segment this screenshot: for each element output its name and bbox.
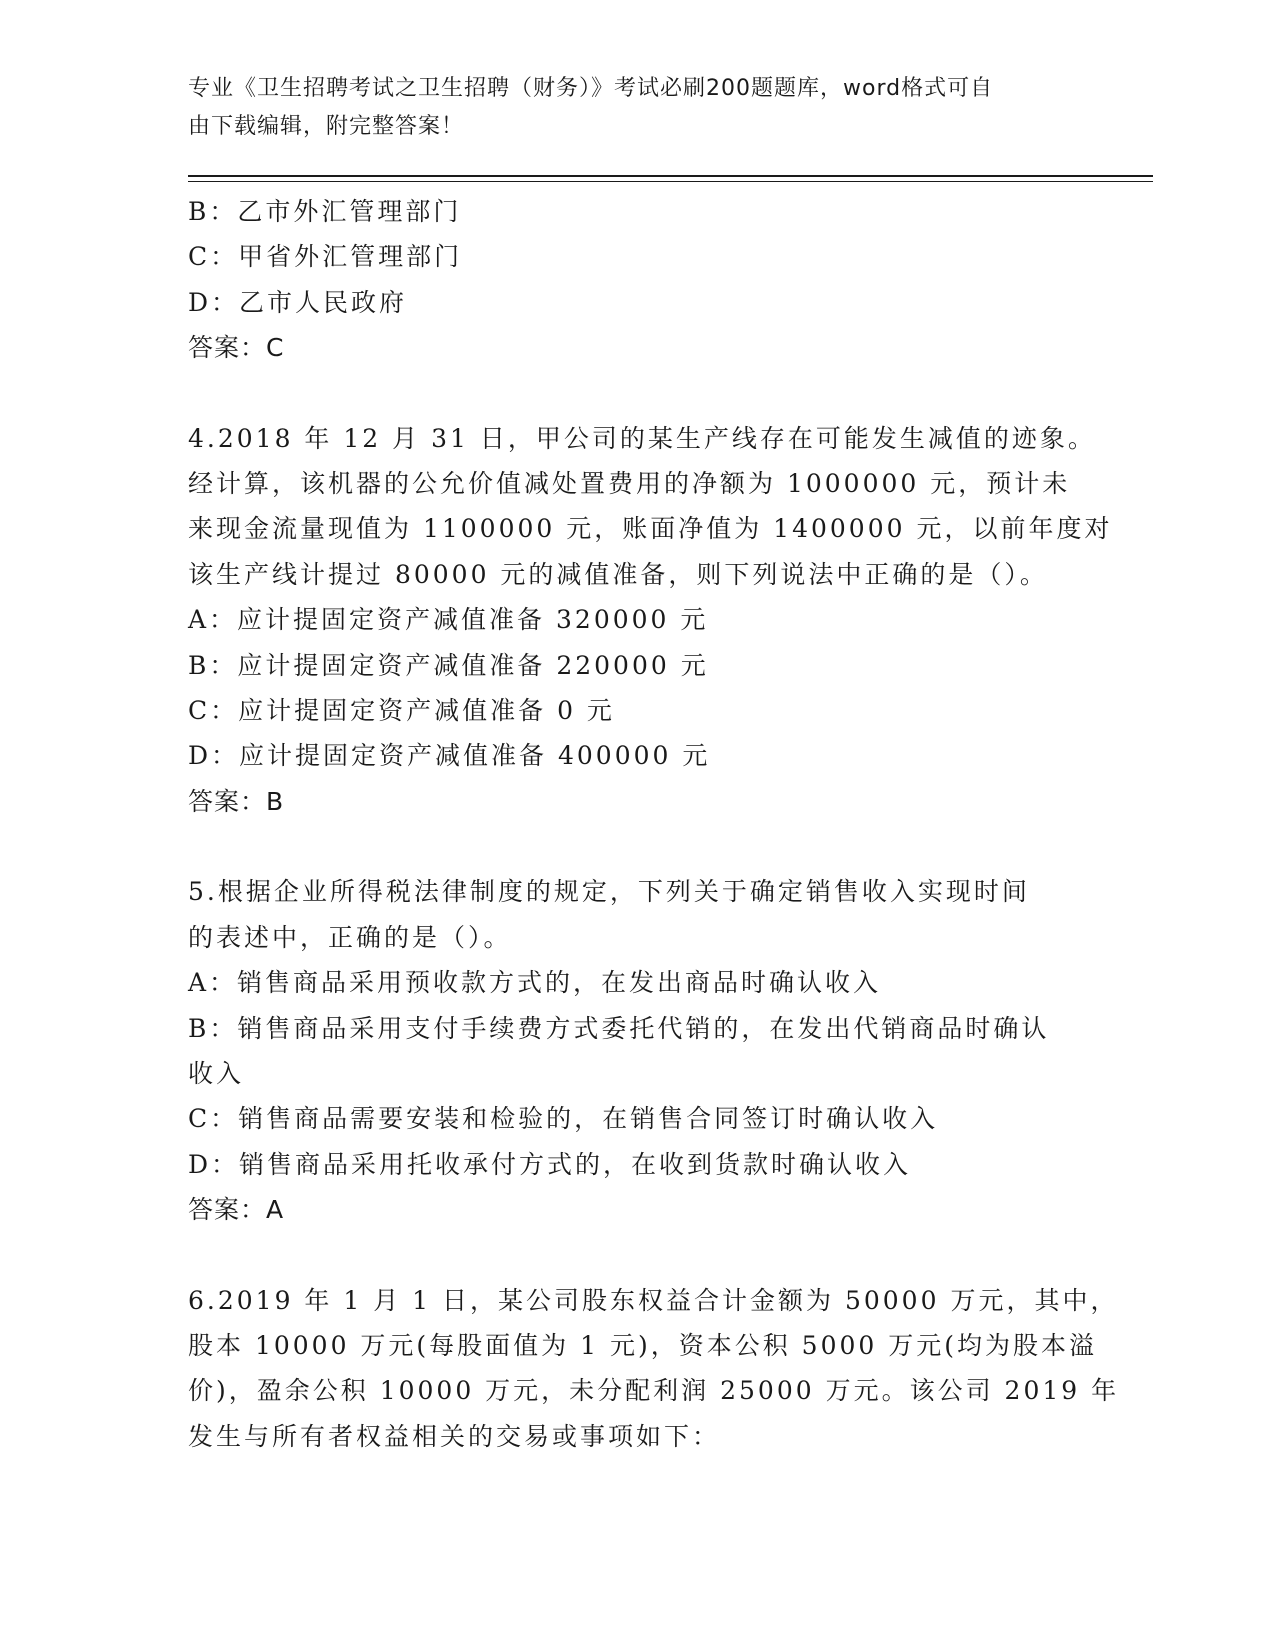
q6-stem-line: 6.2019 年 1 月 1 日，某公司股东权益合计金额为 50000 万元，其中， — [188, 1285, 1119, 1315]
q5-answer: 答案：A — [188, 1195, 285, 1225]
q5-option-b-continued: 收入 — [188, 1058, 245, 1088]
q4-answer: 答案：B — [188, 786, 285, 816]
header-line-1: 专业《卫生招聘考试之卫生招聘（财务）》考试必刷200题题库，word格式可自 — [188, 76, 994, 101]
header-rule-thin — [188, 181, 1153, 182]
q4-option-a: A：应计提固定资产减值准备 320000 元 — [188, 605, 709, 635]
header-rule-thick — [188, 175, 1153, 177]
q5-option-c: C：销售商品需要安装和检验的，在销售合同签订时确认收入 — [188, 1104, 939, 1134]
question-5 — [188, 869, 1088, 1232]
q6-stem-line: 发生与所有者权益相关的交易或事项如下： — [188, 1421, 721, 1451]
q4-stem-line: 经计算，该机器的公允价值减处置费用的净额为 1000000 元，预计未 — [188, 469, 1071, 499]
q3-option-c: C：甲省外汇管理部门 — [188, 242, 463, 272]
q4-stem-line: 来现金流量现值为 1100000 元，账面净值为 1400000 元，以前年度对 — [188, 514, 1113, 544]
q4-option-c: C：应计提固定资产减值准备 0 元 — [188, 696, 615, 726]
header-line-2: 由下载编辑，附完整答案！ — [188, 114, 465, 139]
q3-option-d: D：乙市人民政府 — [188, 287, 408, 317]
q3-option-b: B：乙市外汇管理部门 — [188, 197, 462, 226]
spacer — [188, 1233, 1088, 1278]
q4-option-b: B：应计提固定资产减值准备 220000 元 — [188, 650, 709, 680]
q4-stem-line: 该生产线计提过 80000 元的减值准备，则下列说法中正确的是（）。 — [188, 559, 1048, 589]
page-header — [188, 70, 1068, 146]
q5-option-b: B：销售商品采用支付手续费方式委托代销的，在发出代销商品时确认 — [188, 1013, 1050, 1043]
q4-stem-line: 4.2018 年 12 月 31 日，甲公司的某生产线存在可能发生减值的迹象。 — [188, 423, 1096, 453]
q6-stem-line: 股本 10000 万元(每股面值为 1 元)，资本公积 5000 万元(均为股本溢 — [188, 1330, 1098, 1360]
question-4 — [188, 416, 1113, 825]
spacer — [188, 371, 1088, 416]
question-6 — [188, 1278, 1120, 1460]
q5-option-d: D：销售商品采用托收承付方式的，在收到货款时确认收入 — [188, 1149, 912, 1179]
q4-option-d: D：应计提固定资产减值准备 400000 元 — [188, 741, 711, 771]
question-3 — [188, 189, 1088, 371]
q5-option-a: A：销售商品采用预收款方式的，在发出商品时确认收入 — [188, 968, 882, 998]
spacer — [188, 824, 1088, 869]
q6-stem-line: 价)，盈余公积 10000 万元，未分配利润 25000 万元。该公司 2019 年 — [188, 1376, 1120, 1406]
q5-stem-line: 5.根据企业所得税法律制度的规定，下列关于确定销售收入实现时间 — [188, 877, 1030, 907]
q5-stem-line: 的表述中，正确的是（）。 — [188, 922, 512, 952]
q3-answer: 答案：C — [188, 333, 285, 363]
question-content — [188, 189, 1120, 1459]
